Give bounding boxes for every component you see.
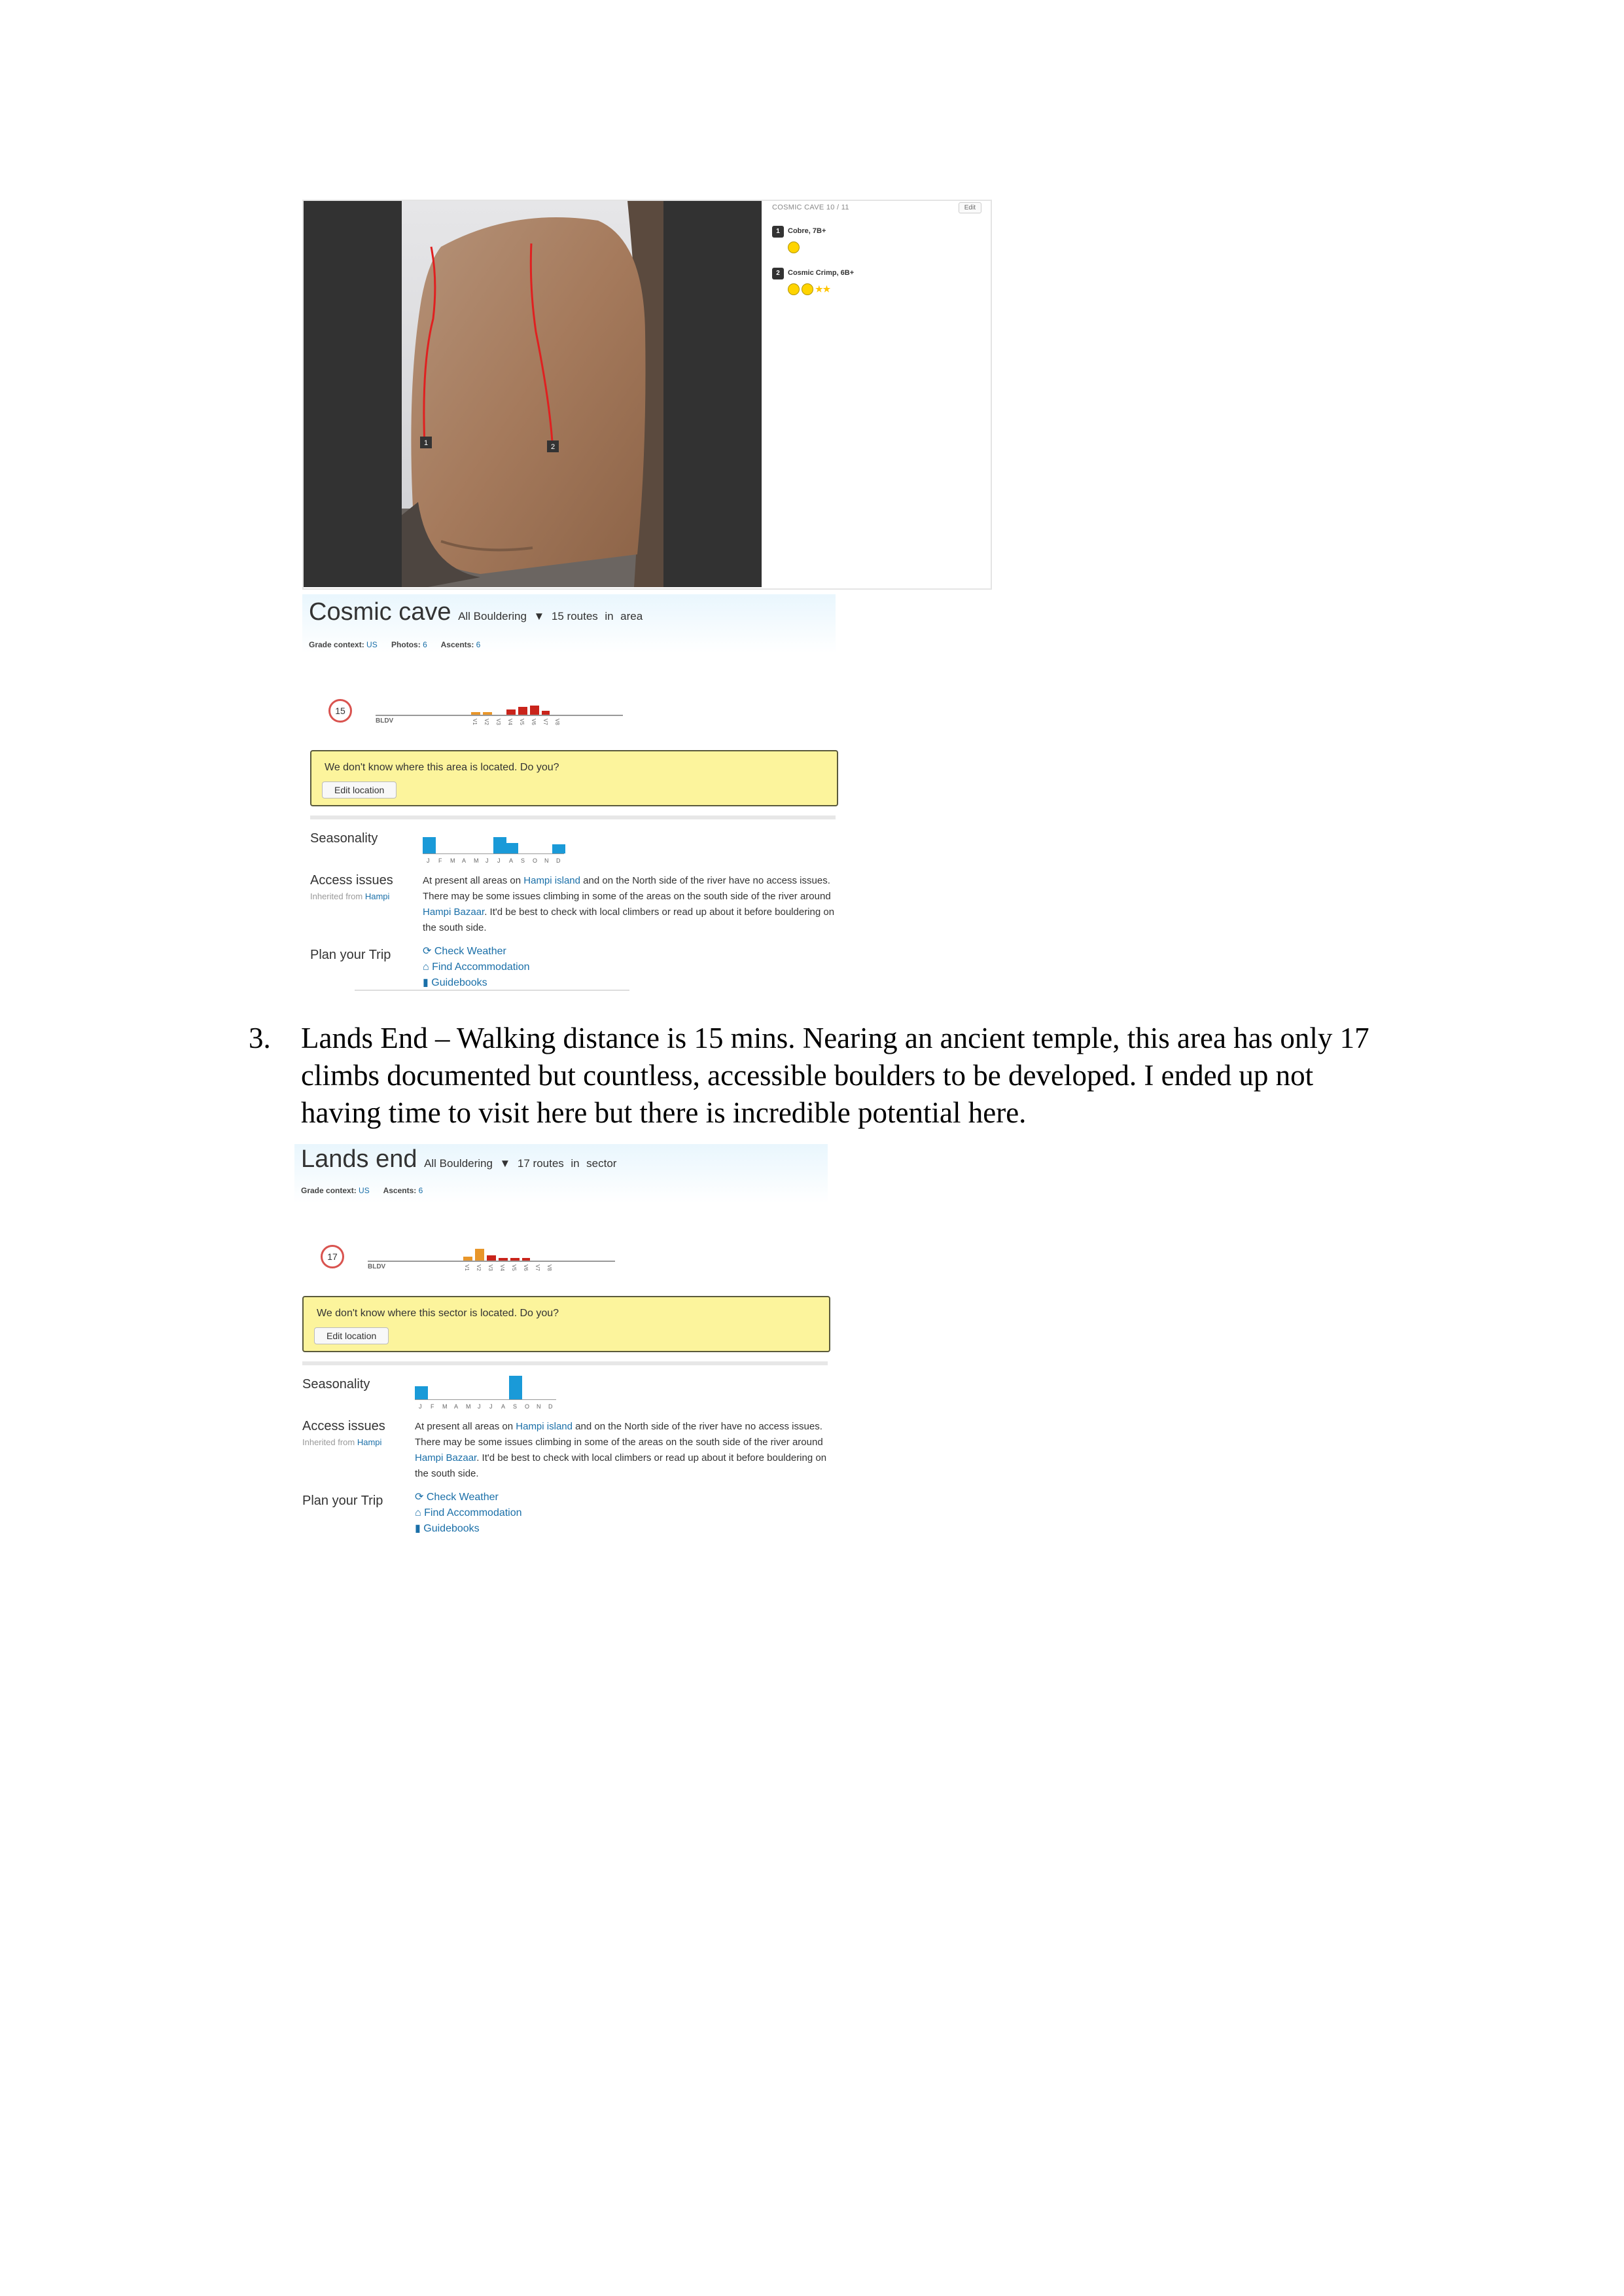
- scope-link[interactable]: sector: [586, 1157, 617, 1170]
- plan-trip-label: Plan your Trip: [302, 1494, 383, 1508]
- inherited-link[interactable]: Hampi: [364, 891, 390, 901]
- location-warning: [302, 1296, 830, 1352]
- grade-tick-label: V4: [507, 719, 513, 725]
- photos-link[interactable]: 6: [423, 640, 427, 649]
- paragraph-lands-end: [249, 1020, 1394, 1138]
- sun-icon: [788, 242, 800, 253]
- routes-link[interactable]: 15 routes: [551, 610, 598, 622]
- season-bar: [423, 837, 436, 853]
- hampi-island-link[interactable]: Hampi island: [523, 875, 580, 886]
- route-count-badge: 15: [328, 699, 352, 723]
- route-name: Cosmic Crimp, 6B+: [788, 269, 855, 277]
- month-label: J: [485, 857, 489, 864]
- route-marker-1: 1: [423, 439, 429, 447]
- grade-tick-label: V3: [487, 1265, 493, 1271]
- trip-links: [423, 944, 530, 991]
- grade-tick-label: V7: [542, 719, 548, 725]
- grade-tick-label: V7: [535, 1265, 540, 1271]
- ascents-link[interactable]: 6: [476, 640, 481, 649]
- bldv-label: BLDV: [368, 1263, 386, 1270]
- hampi-island-link[interactable]: Hampi island: [516, 1421, 573, 1432]
- grade-histogram-axis: [368, 1261, 615, 1262]
- find-accommodation-link[interactable]: ⌂ Find Accommodation: [423, 961, 530, 973]
- ascents-link[interactable]: 6: [418, 1186, 423, 1195]
- breadcrumb[interactable]: All Bouldering: [424, 1157, 493, 1170]
- month-label: A: [501, 1403, 506, 1410]
- month-label: N: [537, 1403, 541, 1410]
- filter-icon: ▼: [499, 1157, 511, 1170]
- season-bar: [505, 843, 518, 853]
- bldv-label: BLDV: [376, 717, 394, 725]
- inherited-from: Inherited from Hampi: [310, 891, 390, 901]
- route-number: 2: [772, 268, 784, 279]
- grade-context-link[interactable]: US: [359, 1186, 370, 1195]
- grade-bar: [463, 1257, 472, 1261]
- grade-tick-label: V1: [472, 719, 478, 725]
- paragraph-text: Lands End – Walking distance is 15 mins. Nearing an ancient temple, this area has only 17 climbs documented but countless, accessible boulders to be developed. I ended up not having time to visit here but there is incredible potential here.: [301, 1022, 1369, 1129]
- grade-tick-label: V3: [495, 719, 501, 725]
- month-label: O: [525, 1403, 530, 1410]
- month-label: D: [548, 1403, 553, 1410]
- crag-title: Lands end All Bouldering ▼ 17 routes in sector: [301, 1145, 617, 1173]
- access-issues-label: Access issues: [302, 1419, 385, 1433]
- month-label: M: [466, 1403, 471, 1410]
- month-label: N: [544, 857, 549, 864]
- month-label: M: [474, 857, 479, 864]
- grade-tick-label: V4: [499, 1265, 505, 1271]
- check-weather-link[interactable]: ⟳ Check Weather: [423, 946, 506, 957]
- edit-location-button[interactable]: Edit location: [322, 781, 397, 798]
- plan-trip-label: Plan your Trip: [310, 948, 391, 962]
- month-label: S: [521, 857, 525, 864]
- month-label: M: [450, 857, 455, 864]
- book-icon: ▮: [415, 1523, 421, 1534]
- month-label: J: [427, 857, 430, 864]
- grade-tick-label: V5: [519, 719, 525, 725]
- grade-bar: [487, 1255, 496, 1261]
- month-label: J: [419, 1403, 422, 1410]
- grade-tick-label: V6: [531, 719, 537, 725]
- sun-icon: [788, 283, 800, 295]
- route-marker-2: 2: [550, 443, 556, 451]
- inherited-link[interactable]: Hampi: [357, 1437, 382, 1447]
- location-warning: [310, 750, 838, 806]
- month-label: F: [431, 1403, 434, 1410]
- grade-bar: [542, 711, 550, 715]
- route-name: Cobre, 7B+: [788, 227, 826, 235]
- month-label: J: [497, 857, 501, 864]
- season-bar: [509, 1376, 522, 1399]
- list-number: 3.: [249, 1022, 271, 1054]
- cosmic-cave-card: [302, 594, 836, 994]
- edit-location-button[interactable]: Edit location: [314, 1327, 389, 1344]
- filter-icon: ▼: [533, 610, 545, 622]
- grade-tick-label: V2: [484, 719, 489, 725]
- scope-link[interactable]: area: [620, 610, 643, 622]
- topo-sector-label: COSMIC CAVE 10 / 11: [772, 204, 849, 211]
- grade-tick-label: V8: [554, 719, 560, 725]
- grade-tick-label: V8: [546, 1265, 552, 1271]
- access-issues-text: At present all areas on Hampi island and on the North side of the river have no access issues. There may be some issues climbing in some of the areas on the south side of the river around Hampi Bazaar. It'd be best to check with local climbers or read up about it before bouldering on the south side.: [423, 875, 835, 933]
- grade-histogram-axis: [376, 715, 623, 716]
- season-bar: [415, 1386, 428, 1399]
- find-accommodation-link[interactable]: ⌂ Find Accommodation: [415, 1507, 522, 1518]
- inherited-from: Inherited from Hampi: [302, 1437, 382, 1447]
- star-rating-icon: ★★: [815, 284, 831, 294]
- boulder-photo: [402, 201, 663, 587]
- routes-link[interactable]: 17 routes: [517, 1157, 564, 1170]
- location-warning-text: We don't know where this area is located. Do you?: [325, 762, 559, 773]
- month-label: D: [556, 857, 561, 864]
- divider: [310, 816, 836, 819]
- month-label: A: [454, 1403, 459, 1410]
- grade-bar: [475, 1249, 484, 1261]
- divider: [302, 1361, 828, 1365]
- lands-end-card: [294, 1144, 828, 1543]
- seasonality-label: Seasonality: [310, 831, 378, 846]
- seasonality-label: Seasonality: [302, 1377, 370, 1391]
- month-label: F: [438, 857, 442, 864]
- home-icon: ⌂: [423, 961, 429, 973]
- grade-bar: [510, 1258, 520, 1261]
- location-warning-text: We don't know where this sector is located. Do you?: [317, 1308, 559, 1319]
- month-label: J: [489, 1403, 493, 1410]
- grade-bar: [499, 1258, 508, 1261]
- book-icon: ▮: [423, 977, 429, 988]
- hampi-bazaar-link[interactable]: Hampi Bazaar: [423, 906, 485, 918]
- crag-stats: Grade context: US Photos: 6 Ascents: 6: [309, 640, 481, 649]
- check-weather-link[interactable]: ⟳ Check Weather: [415, 1492, 499, 1503]
- hampi-bazaar-link[interactable]: Hampi Bazaar: [415, 1452, 477, 1463]
- grade-tick-label: V1: [464, 1265, 470, 1271]
- route-list-item[interactable]: [772, 268, 854, 295]
- month-label: J: [478, 1403, 481, 1410]
- grade-bar: [471, 712, 480, 715]
- month-label: S: [513, 1403, 518, 1410]
- guidebooks-link[interactable]: ▮ Guidebooks: [423, 977, 487, 988]
- crag-stats: Grade context: US Ascents: 6: [301, 1186, 423, 1195]
- crag-title: Cosmic cave All Bouldering ▼ 15 routes in area: [309, 598, 643, 626]
- grade-bar: [530, 706, 539, 715]
- season-bar: [552, 844, 565, 853]
- refresh-icon: ⟳: [415, 1492, 424, 1503]
- grade-bar: [506, 709, 516, 715]
- divider: [355, 990, 629, 991]
- grade-bar: [522, 1258, 530, 1261]
- crag-header: [294, 1144, 828, 1203]
- season-axis: [423, 853, 564, 854]
- in-label: in: [605, 610, 614, 622]
- breadcrumb[interactable]: All Bouldering: [458, 610, 527, 622]
- season-bar: [493, 837, 506, 853]
- month-label: O: [533, 857, 538, 864]
- month-label: A: [462, 857, 467, 864]
- shade-icon: [802, 283, 813, 295]
- in-label: in: [571, 1157, 580, 1170]
- route-count-badge: 17: [321, 1245, 344, 1268]
- crag-header: [302, 594, 836, 653]
- month-label: M: [442, 1403, 448, 1410]
- topo-edit-button[interactable]: Edit: [959, 202, 981, 213]
- access-issues-text: At present all areas on Hampi island and on the North side of the river have no access issues. There may be some issues climbing in some of the areas on the south side of the river around Hampi Bazaar. It'd be best to check with local climbers or read up about it before bouldering on the south side.: [415, 1421, 827, 1479]
- grade-tick-label: V5: [511, 1265, 517, 1271]
- topo-panel: [302, 200, 992, 590]
- grade-context-link[interactable]: US: [366, 640, 378, 649]
- month-label: A: [509, 857, 514, 864]
- topo-route-list: [769, 201, 989, 587]
- refresh-icon: ⟳: [423, 946, 432, 957]
- grade-bar: [483, 712, 492, 715]
- route-number: 1: [772, 226, 784, 238]
- grade-tick-label: V6: [523, 1265, 529, 1271]
- grade-tick-label: V2: [476, 1265, 482, 1271]
- route-list-item[interactable]: [772, 226, 826, 253]
- season-axis: [415, 1399, 556, 1400]
- grade-bar: [518, 707, 527, 715]
- trip-links: [415, 1490, 522, 1537]
- guidebooks-link[interactable]: ▮ Guidebooks: [415, 1523, 480, 1534]
- home-icon: ⌂: [415, 1507, 421, 1518]
- access-issues-label: Access issues: [310, 873, 393, 888]
